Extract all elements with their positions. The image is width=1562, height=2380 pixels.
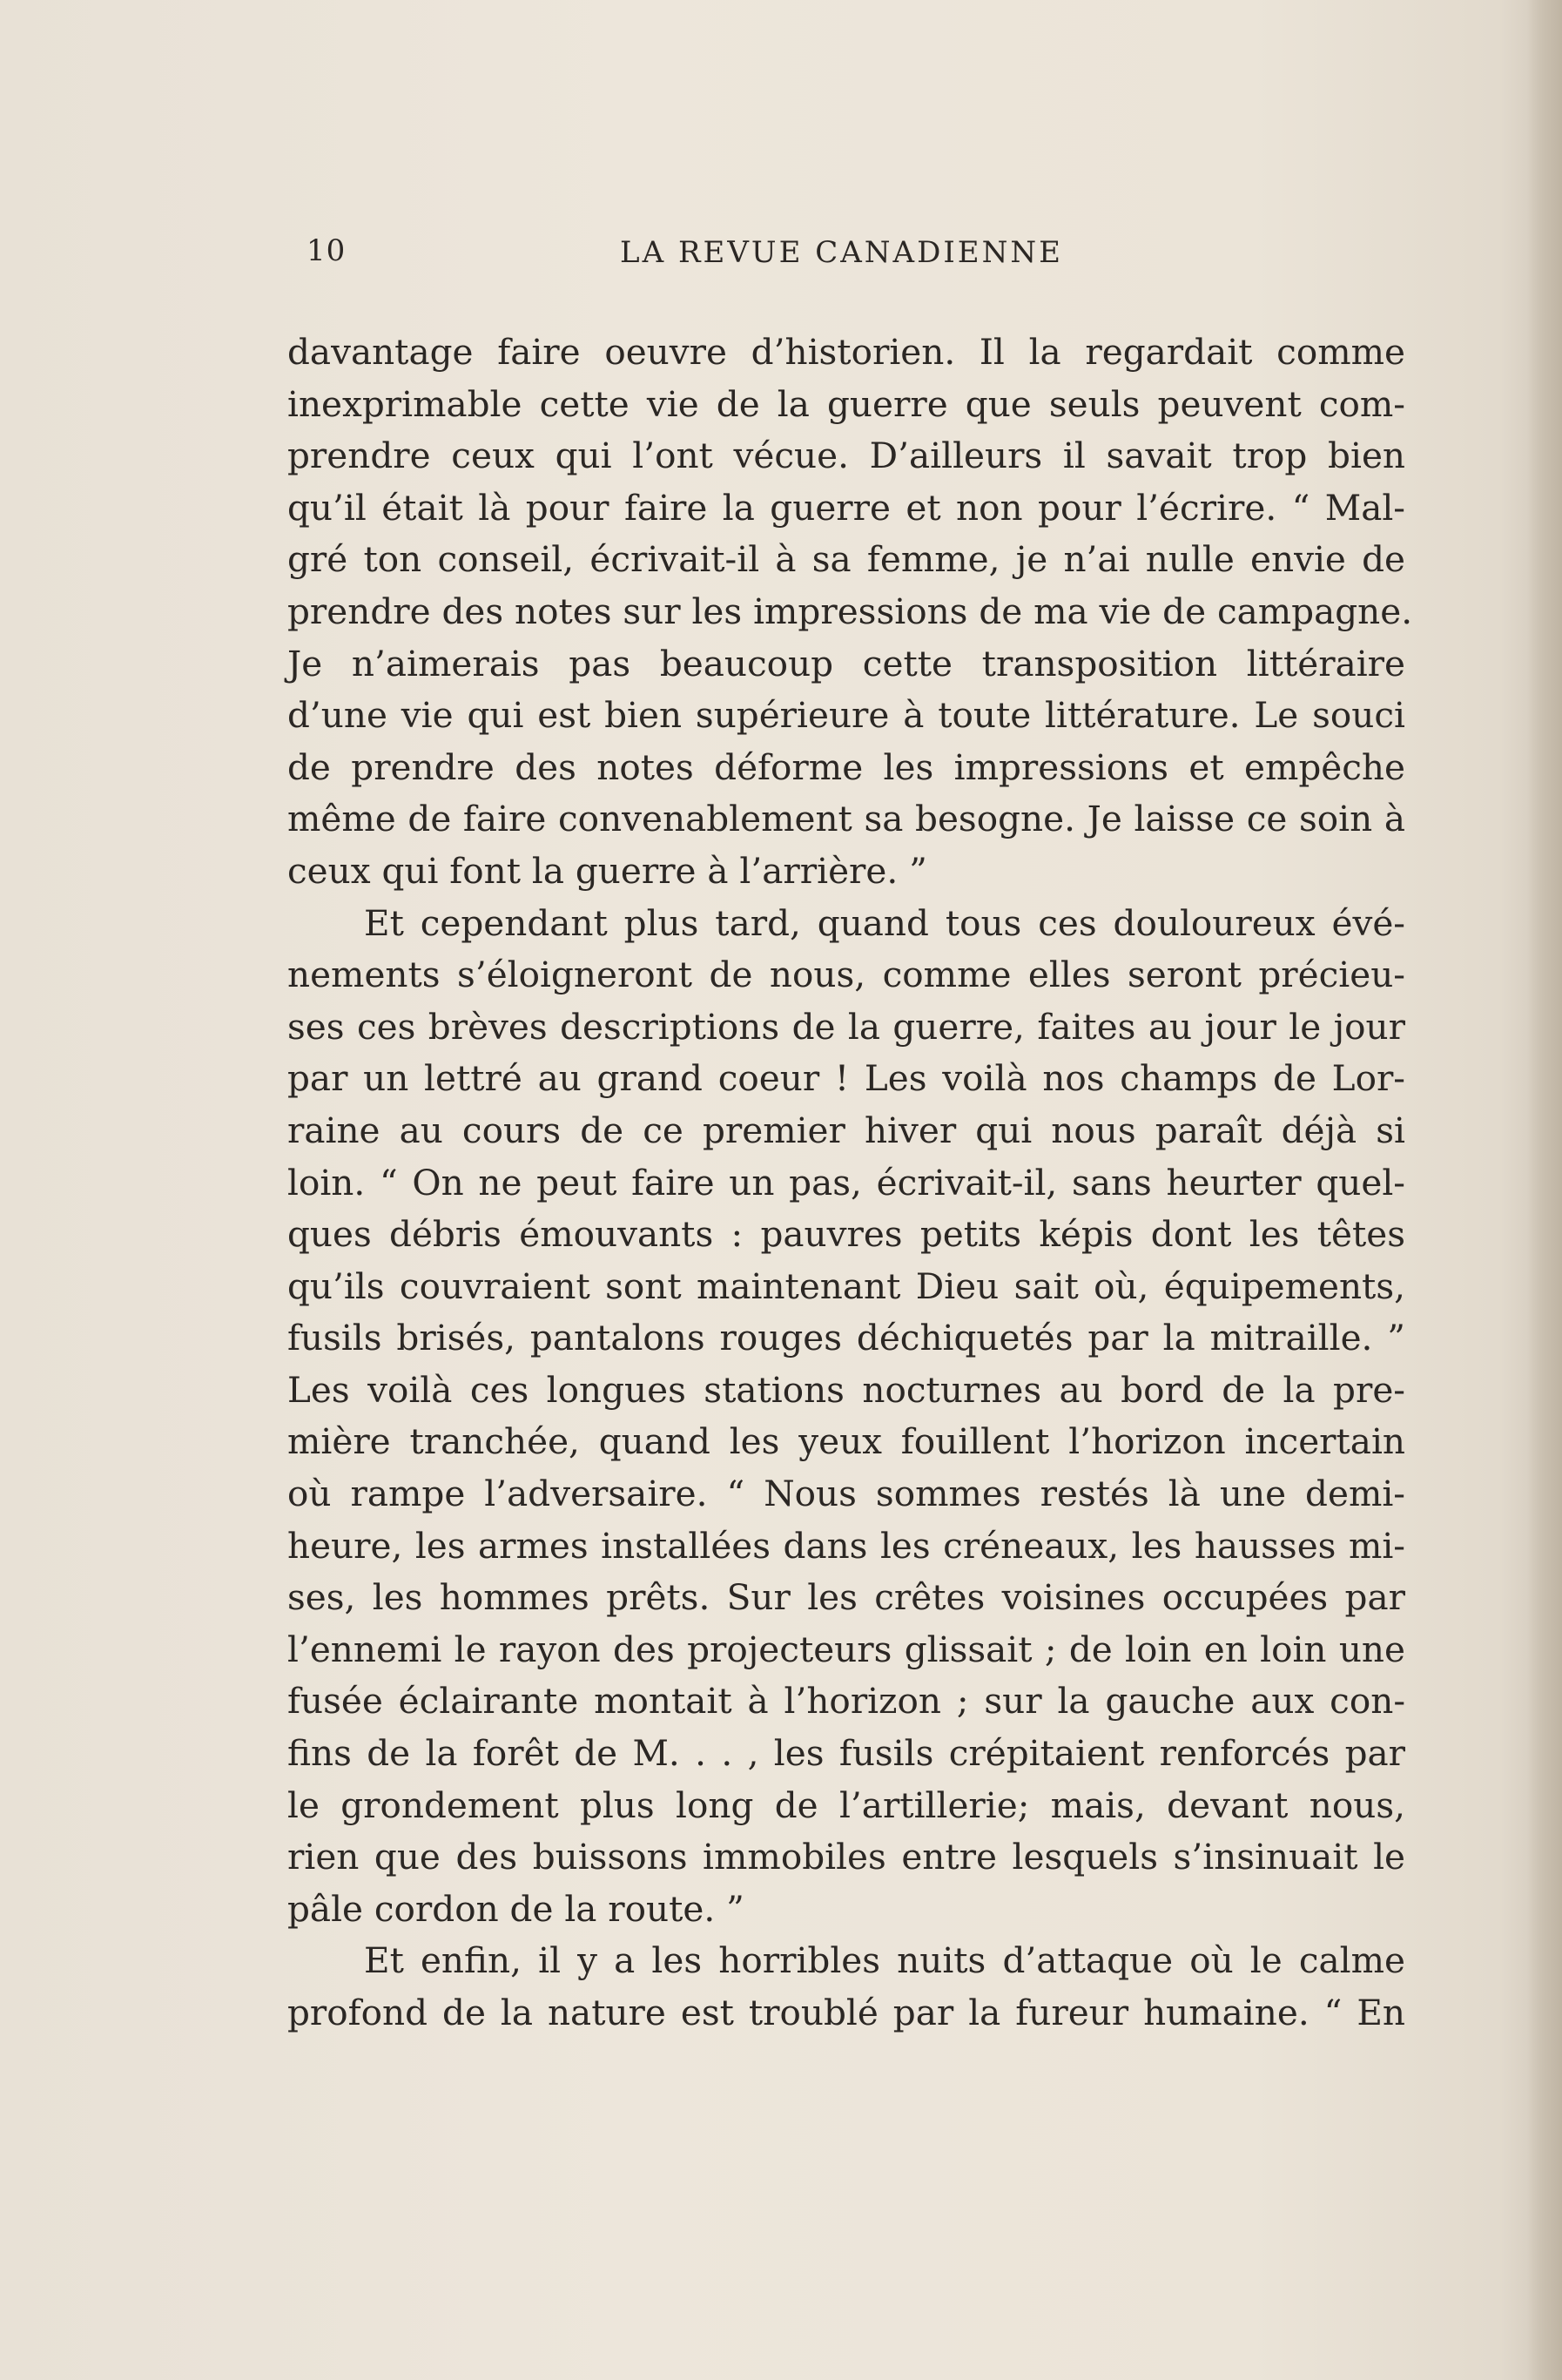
page-header	[306, 233, 1116, 277]
text-line: qu’ils couvraient sont maintenant Dieu sait où, équipements,	[287, 1264, 1405, 1307]
text-line: profond de la nature est troublé par la fureur humaine. “ En	[287, 1992, 1405, 2033]
text-line: heure, les armes installées dans les créneaux, les hausses mi-	[287, 1524, 1405, 1567]
text-line: l’ennemi le rayon des projecteurs glissait ; de loin en loin une	[287, 1628, 1405, 1670]
text-line: fins de la forêt de M. . . , les fusils crépitaient renforcés par	[287, 1732, 1405, 1775]
page-number: 10	[306, 233, 347, 268]
page-binding-shadow	[1527, 0, 1562, 2380]
text-line: même de faire convenablement sa besogne. Je laisse ce soin à	[287, 798, 1405, 840]
text-line: nements s’éloigneront de nous, comme elles seront précieu-	[287, 954, 1405, 996]
text-line: où rampe l’adversaire. “ Nous sommes restés là une demi-	[287, 1473, 1405, 1515]
text-line: ques débris émouvants : pauvres petits képis dont les têtes	[287, 1213, 1405, 1256]
text-line: inexprimable cette vie de la guerre que seuls peuvent com-	[287, 382, 1405, 425]
body-text	[287, 327, 1413, 2040]
text-line: loin. “ On ne peut faire un pas, écrivait-il, sans heurter quel-	[287, 1161, 1405, 1203]
running-title: LA REVUE CANADIENNE	[620, 235, 1063, 270]
text-line: Et cependant plus tard, quand tous ces douloureux évé-	[364, 901, 1405, 944]
text-line: raine au cours de ce premier hiver qui nous paraît déjà si	[287, 1109, 1405, 1151]
text-line: fusée éclairante montait à l’horizon ; sur la gauche aux con-	[287, 1680, 1405, 1723]
text-line: fusils brisés, pantalons rouges déchiquetés par la mitraille. ”	[287, 1317, 1405, 1359]
text-line: davantage faire oeuvre d’historien. Il la regardait comme	[287, 331, 1405, 373]
text-line: rien que des buissons immobiles entre lesquels s’insinuait le	[287, 1836, 1405, 1878]
text-line: Et enfin, il y a les horribles nuits d’attaque où le calme	[364, 1939, 1405, 1982]
text-line: par un lettré au grand coeur ! Les voilà nos champs de Lor-	[287, 1057, 1405, 1100]
text-line: d’une vie qui est bien supérieure à toute littérature. Le souci	[287, 694, 1405, 737]
text-line: qu’il était là pour faire la guerre et non pour l’écrire. “ Mal-	[287, 486, 1405, 529]
text-line: Je n’aimerais pas beaucoup cette transposition littéraire	[287, 642, 1405, 684]
text-line: gré ton conseil, écrivait-il à sa femme, je n’ai nulle envie de	[287, 538, 1405, 581]
text-line: mière tranchée, quand les yeux fouillent l’horizon incertain	[287, 1420, 1405, 1463]
text-line: de prendre des notes déforme les impressions et empêche	[287, 745, 1405, 788]
text-line: Les voilà ces longues stations nocturnes au bord de la pre-	[287, 1368, 1405, 1411]
text-line: prendre ceux qui l’ont vécue. D’ailleurs il savait trop bien	[287, 435, 1405, 477]
text-line: le grondement plus long de l’artillerie; mais, devant nous,	[287, 1783, 1405, 1826]
text-line: ses, les hommes prêts. Sur les crêtes voisines occupées par	[287, 1576, 1405, 1619]
text-line: ceux qui font la guerre à l’arrière. ”	[287, 849, 927, 892]
text-line: pâle cordon de la route. ”	[287, 1887, 744, 1930]
text-line: prendre des notes sur les impressions de ma vie de campagne.	[287, 590, 1413, 632]
text-line: ses ces brèves descriptions de la guerre, faites au jour le jour	[287, 1005, 1405, 1048]
